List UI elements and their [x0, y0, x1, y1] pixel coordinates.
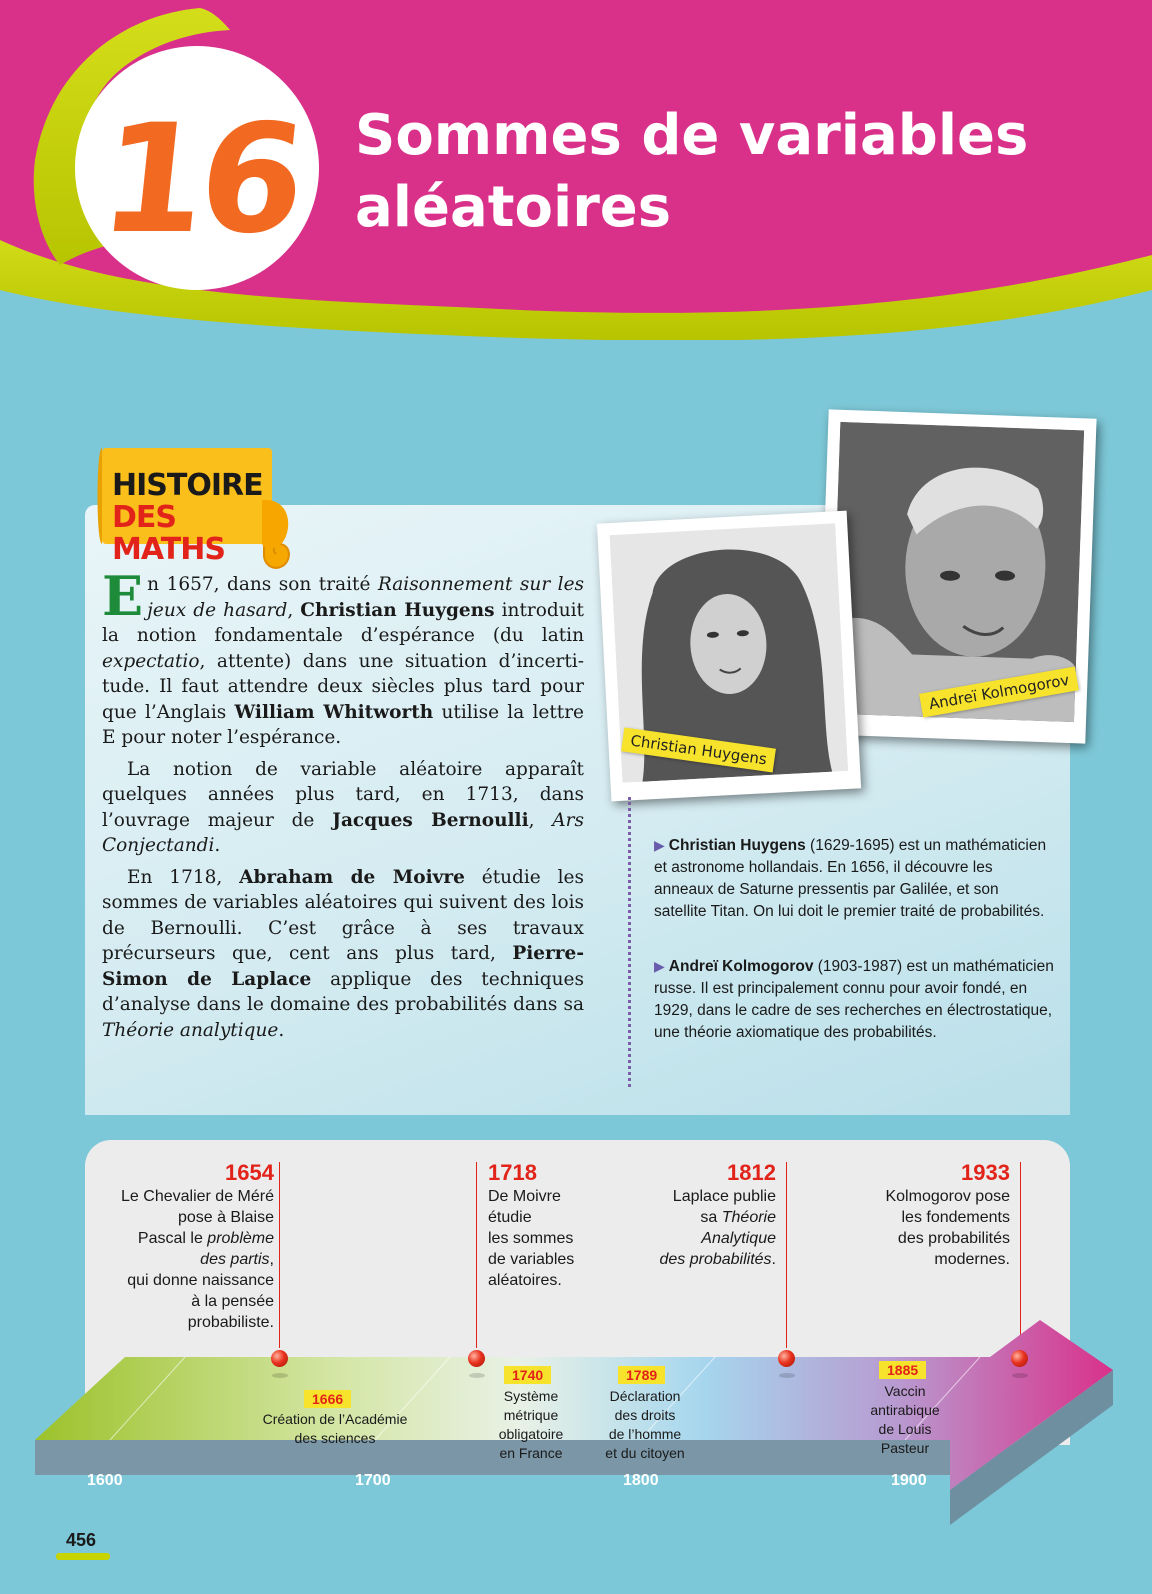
chapter-title [355, 100, 1115, 244]
dotted-divider [628, 797, 631, 1087]
timeline-marker-1718 [468, 1350, 485, 1367]
event-line: métrique [503, 1407, 559, 1423]
timeline-event-1718 [488, 1160, 628, 1291]
timeline-event-1654 [90, 1160, 274, 1333]
axis-label-1700: 1700 [355, 1472, 391, 1489]
timeline-marker-1654 [271, 1350, 288, 1367]
book-title: Raisonnement sur les jeux de hasard [147, 574, 585, 621]
event-line [610, 1249, 776, 1270]
book-title: Ars Conjectandi [102, 809, 584, 856]
event-line: Vaccin [884, 1383, 926, 1399]
person-name: Jacques Bernoulli [332, 809, 529, 831]
dropcap: E [102, 564, 144, 628]
italic-span: problème [207, 1230, 274, 1247]
timeline-marker-1933 [1011, 1350, 1028, 1367]
text-span: , attente) dans une situation d’incertitude. Il faut attendre deux siècles plus tard pour que l’Anglais [102, 650, 584, 723]
minor-event-1789 [590, 1387, 700, 1463]
event-line: modernes. [934, 1251, 1010, 1268]
event-line [90, 1228, 274, 1249]
event-line: de Louis [878, 1421, 932, 1437]
timeline-event-1933 [840, 1160, 1010, 1270]
text-span: Pascal le [137, 1230, 208, 1247]
text-span: . [278, 1019, 285, 1041]
text-span: utilise la lettre E pour noter l’espérance. [102, 701, 584, 748]
ball-shadow [779, 1373, 795, 1378]
text-span: En 1718, [127, 866, 240, 888]
kolmogorov-name-tag: Andreï Kolmogorov [919, 666, 1079, 717]
person-name: Abraham de Moivre [239, 866, 465, 888]
ball-shadow [1012, 1373, 1028, 1378]
history-paragraph-1 [102, 564, 585, 751]
minor-event-1666 [240, 1410, 430, 1448]
event-line: qui donne naissance [127, 1272, 274, 1289]
text-span: introduit la notion fondamentale d’espérance (du latin [102, 599, 584, 646]
minor-event-1885 [860, 1382, 950, 1458]
text-span: , [287, 599, 301, 621]
book-title: Théorie analytique [102, 1019, 279, 1041]
huygens-name-tag: Christian Huygens [621, 727, 776, 772]
history-text [102, 564, 585, 1049]
page-number-underline [56, 1553, 110, 1560]
minor-year-1740: 1740 [504, 1366, 551, 1384]
text-span: La notion de variable aléatoire apparaît quelques années plus tard, en 1713, dans l’ouvrage majeur de [102, 758, 584, 831]
event-line: Laplace publie [672, 1188, 776, 1205]
axis-label-1800: 1800 [623, 1472, 659, 1489]
text-span: applique des techniques d’analyse dans le domaine des probabilités dans sa [102, 968, 584, 1015]
text-span: . [771, 1251, 776, 1268]
bio-name: Andreï Kolmogorov [668, 958, 814, 975]
text-span: , [528, 809, 553, 831]
event-line: en France [499, 1445, 563, 1461]
triangle-bullet-icon: ▶ [654, 958, 665, 974]
person-name: Christian Huygens [300, 599, 495, 621]
event-year: 1718 [488, 1160, 537, 1185]
text-span: n 1657, dans son traité [147, 574, 378, 595]
history-paragraph-2 [102, 757, 584, 859]
latin-word: expectatio [102, 650, 200, 672]
ball-shadow [272, 1373, 288, 1378]
event-line: de variables [488, 1251, 575, 1268]
bio-kolmogorov [654, 955, 1054, 1044]
italic-span: des partis [200, 1251, 270, 1268]
minor-year-1885: 1885 [879, 1361, 926, 1379]
minor-event-1740 [487, 1387, 575, 1463]
event-line: obligatoire [498, 1426, 564, 1442]
text-span: étudie les sommes de variables aléatoires qui suivent des lois de Bernoulli. C’est grâce à ses travaux précurseurs que, cent ans plus tard, [102, 866, 584, 964]
ball-shadow [469, 1373, 485, 1378]
bio-text: (1903-1987) est un mathématicien russe. Il est principalement connu pour avoir fondé, en 1929, dans le cadre de ses recherches en électrostatique, une théorie axiomatique des probabilités. [654, 958, 1054, 1041]
event-line: Kolmogorov pose [885, 1188, 1010, 1205]
triangle-bullet-icon: ▶ [654, 837, 665, 853]
event-line: Création de l’Académie [262, 1411, 408, 1427]
axis-label-1900: 1900 [891, 1472, 927, 1489]
event-line [610, 1207, 776, 1228]
bio-name: Christian Huygens [668, 837, 806, 854]
history-paragraph-3 [102, 865, 584, 1044]
event-line: antirabique [870, 1402, 940, 1418]
event-line: Système [503, 1388, 559, 1404]
italic-span: Théorie [721, 1209, 776, 1226]
italic-span: des probabilités [659, 1251, 772, 1268]
event-line: probabiliste. [187, 1314, 274, 1331]
text-span: , [269, 1251, 274, 1268]
event-line [90, 1249, 274, 1270]
event-line: des droits [614, 1407, 676, 1423]
axis-label-1600: 1600 [87, 1472, 123, 1489]
text-span: . [214, 835, 221, 856]
event-line: De Moivre [488, 1188, 561, 1205]
event-line: étudie [488, 1209, 532, 1226]
event-year: 1812 [727, 1160, 776, 1185]
timeline-arrow [30, 1320, 1120, 1545]
event-line: des sciences [294, 1430, 376, 1446]
page-number: 456 [66, 1530, 97, 1550]
event-line: aléatoires. [488, 1272, 562, 1289]
history-badge-line2: DES MATHS [112, 500, 225, 567]
minor-year-1666: 1666 [304, 1390, 351, 1408]
bio-huygens [654, 834, 1054, 923]
history-badge-line1: HISTOIRE [112, 468, 263, 503]
event-line: de l’homme [608, 1426, 682, 1442]
event-year: 1654 [225, 1160, 274, 1185]
event-line: des probabilités [897, 1230, 1010, 1247]
minor-year-1789: 1789 [618, 1366, 665, 1384]
chapter-title-line2: aléatoires [355, 175, 672, 240]
event-line [610, 1228, 776, 1249]
bio-text: (1629-1695) est un mathématicien et astronome hollandais. En 1656, il découvre les anneaux de Saturne pressentis par Galilée, et son satellite Titan. On lui doit le premier traité de probabilités. [654, 837, 1047, 920]
chapter-number: 16 [92, 93, 308, 267]
person-name: William Whitworth [234, 701, 434, 723]
event-line: Déclaration [609, 1388, 681, 1404]
italic-span: Analytique [701, 1230, 776, 1247]
event-line: Pasteur [880, 1440, 930, 1456]
person-name: Pierre-Simon de Laplace [102, 943, 584, 990]
timeline-marker-1812 [778, 1350, 795, 1367]
event-line: et du citoyen [605, 1445, 685, 1461]
event-line: les fondements [901, 1209, 1010, 1226]
timeline-event-1812 [610, 1160, 776, 1270]
event-line: les sommes [488, 1230, 574, 1247]
event-line: pose à Blaise [177, 1209, 274, 1226]
event-line: Le Chevalier de Méré [121, 1188, 274, 1205]
text-span: sa [700, 1209, 722, 1226]
event-year: 1933 [961, 1160, 1010, 1185]
chapter-title-line1: Sommes de variables [355, 103, 1029, 168]
event-line: à la pensée [191, 1293, 274, 1310]
history-badge [112, 470, 282, 566]
